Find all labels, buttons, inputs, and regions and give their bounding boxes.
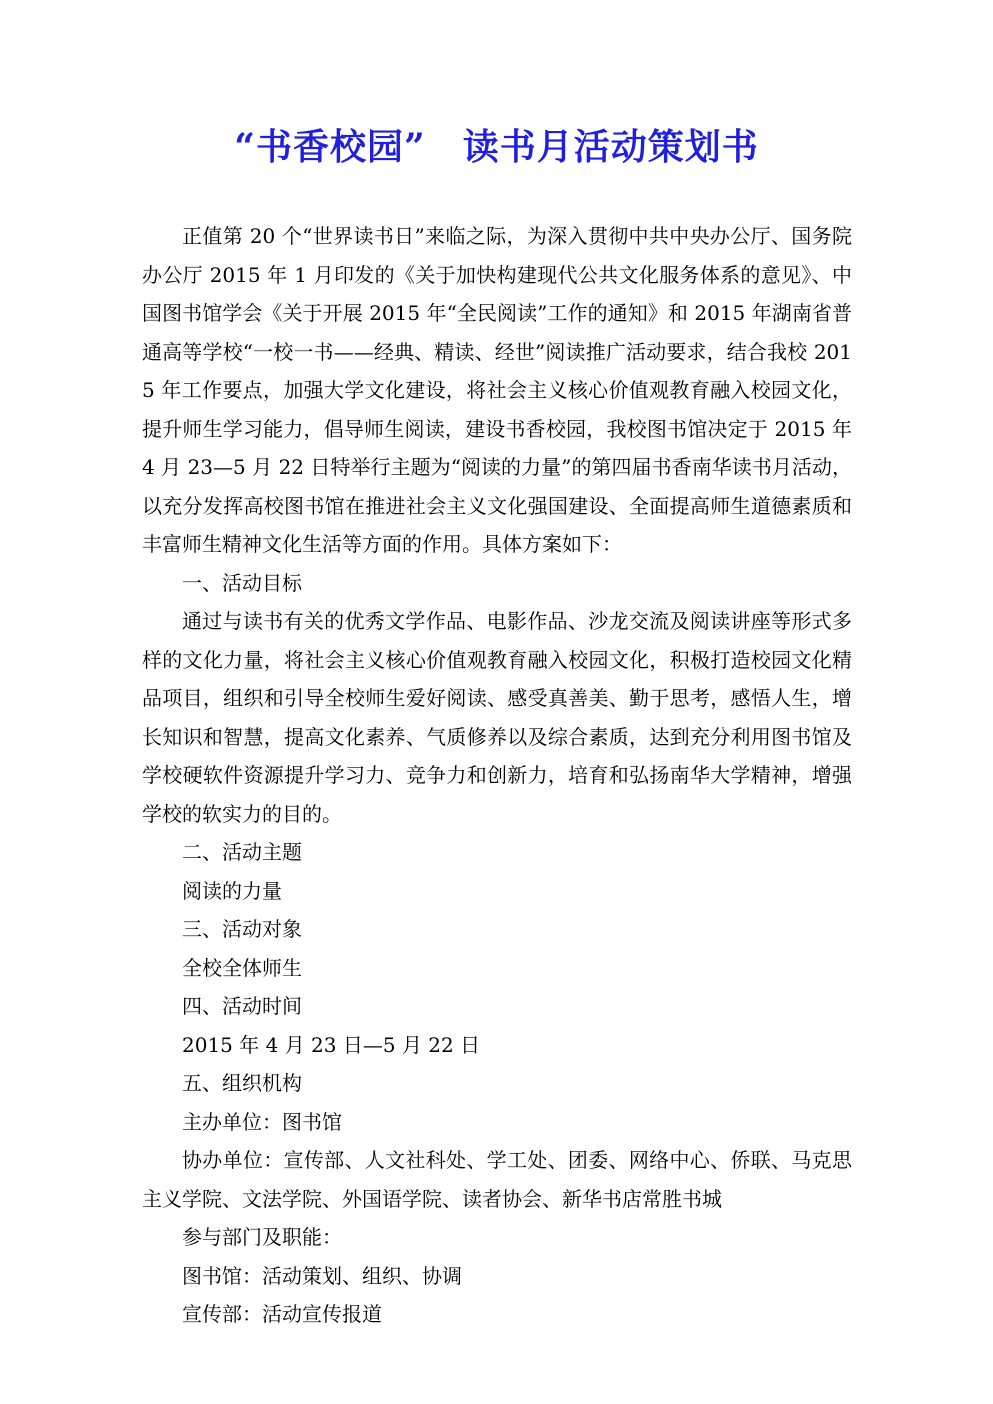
- document-body: [0, 217, 993, 1334]
- paragraph-publicity-duty: 宣传部：活动宣传报道: [182, 1302, 382, 1326]
- paragraph-activity-theme: 阅读的力量: [182, 878, 282, 903]
- document-title: “书香校园” 读书月活动策划书: [234, 126, 759, 168]
- paragraph-activity-time: 2015 年 4 月 23 日—5 月 22 日: [182, 1032, 481, 1057]
- paragraph-intro: 正值第 20 个“世界读书日”来临之际，为深入贯彻中共中央办公厅、国务院办公厅 2015 年 1 月印发的《关于加快构建现代公共文化服务体系的意见》、中国图书馆学会《关于开展 2015 年“全民阅读”工作的通知》和 2015 年湖南省普通高等学校“一校一书——经典、精读、经世”阅读推广活动要求，结合我校 2015 年工作要点，加强大学文化建设，将社会主义核心价值观教育融入校园文化，提升师生学习能力，倡导师生阅读，建设书香校园，我校图书馆决定于 2015 年 4 月 23—5 月 22 日特举行主题为“阅读的力量”的第四届书香南华读书月活动，以充分发挥高校图书馆在推进社会主义文化强国建设、全面提高师生道德素质和丰富师生精神文化生活等方面的作用。具体方案如下：: [142, 224, 852, 556]
- paragraph-activity-audience: 全校全体师生: [182, 955, 302, 980]
- heading-activity-goal: 一、活动目标: [182, 570, 302, 595]
- paragraph-departments-duties: 参与部门及职能：: [182, 1225, 342, 1249]
- paragraph-co-organizers: 协办单位：宣传部、人文社科处、学工处、团委、网络中心、侨联、马克思主义学院、文法学院、外国语学院、读者协会、新华书店常胜书城: [142, 1148, 852, 1211]
- heading-activity-time: 四、活动时间: [182, 994, 302, 1018]
- heading-organization: 五、组织机构: [182, 1071, 302, 1095]
- paragraph-host-unit: 主办单位：图书馆: [182, 1109, 342, 1134]
- heading-activity-theme: 二、活动主题: [182, 840, 302, 864]
- paragraph-library-duty: 图书馆：活动策划、组织、协调: [182, 1263, 462, 1288]
- paragraph-activity-goal: 通过与读书有关的优秀文学作品、电影作品、沙龙交流及阅读讲座等形式多样的文化力量，将社会主义核心价值观教育融入校园文化，积极打造校园文化精品项目，组织和引导全校师生爱好阅读、感受真善美、勤于思考，感悟人生，增长知识和智慧，提高文化素养、气质修养以及综合素质，达到充分利用图书馆及学校硬软件资源提升学习力、竞争力和创新力，培育和弘扬南华大学精神，增强学校的软实力的目的。: [142, 609, 852, 826]
- heading-activity-audience: 三、活动对象: [182, 917, 302, 941]
